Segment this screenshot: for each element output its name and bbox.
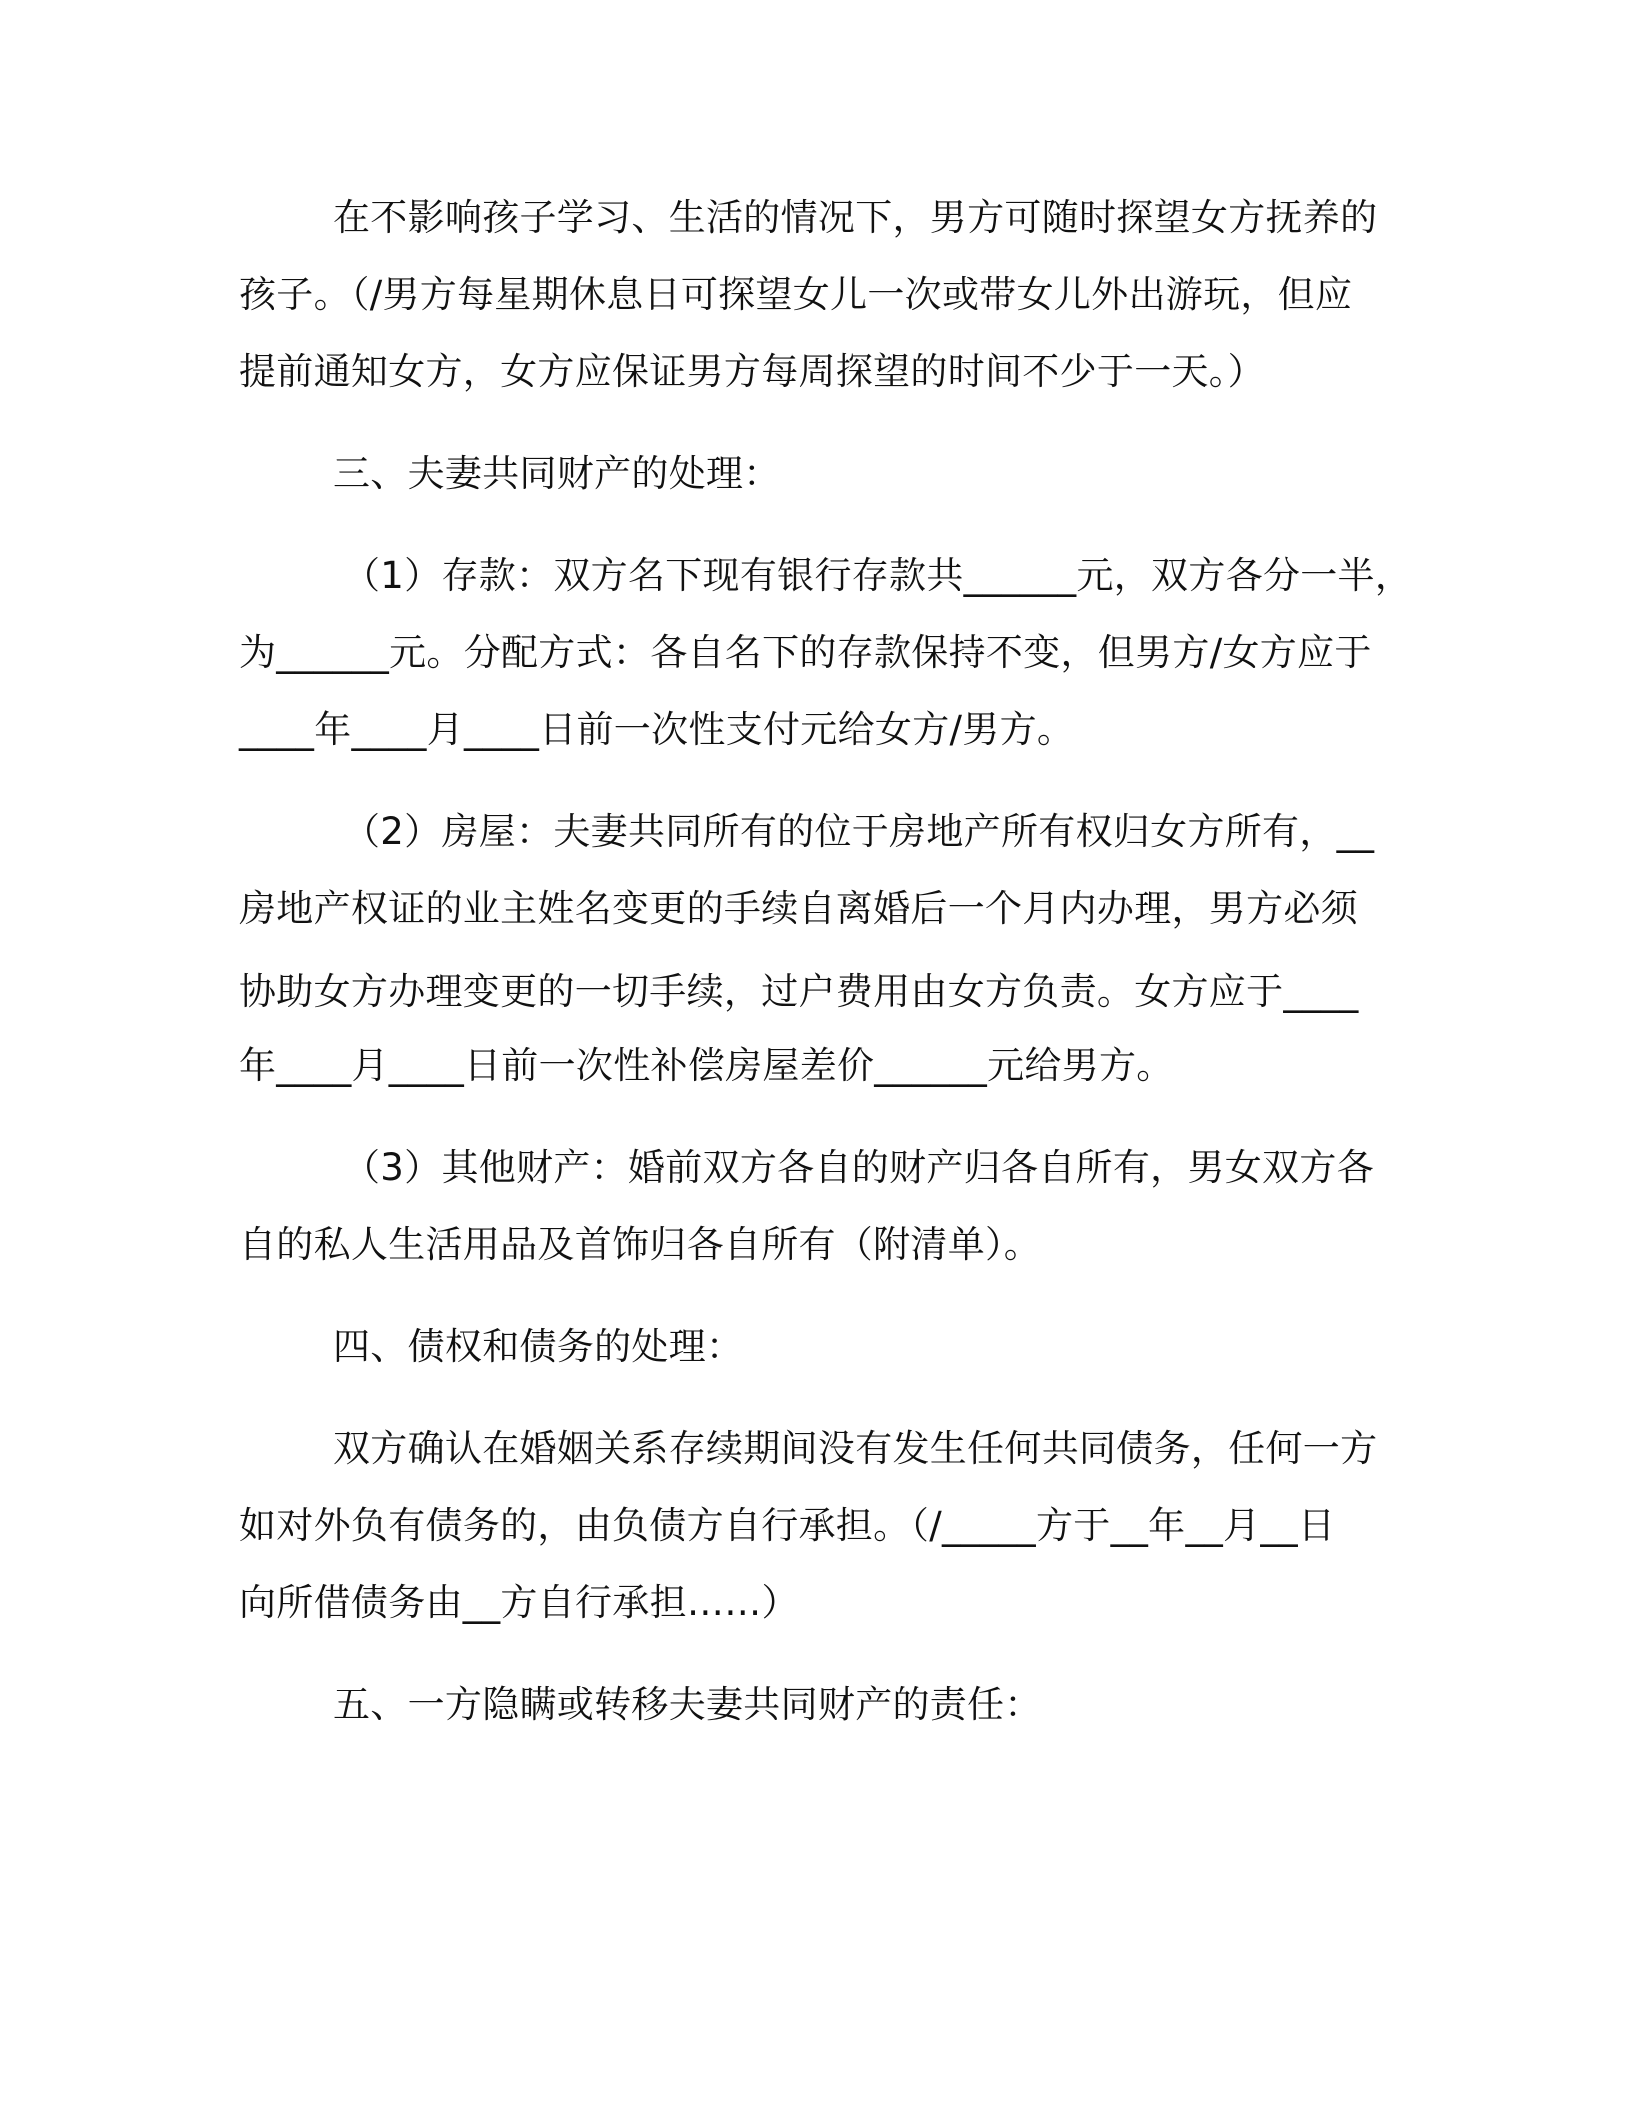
paragraph-debts-line-1: 双方确认在婚姻关系存续期间没有发生任何共同债务，任何一方 [333,1427,1378,1470]
paragraph-visitation-line-3: 提前通知女方，女方应保证男方每周探望的时间不少于一天。） [239,350,1265,393]
item-house-line-1: （2）房屋：夫妻共同所有的位于房地产所有权归女方所有，__ [343,810,1375,853]
item-deposits-line-3: ____年____月____日前一次性支付元给女方/男方。 [239,708,1075,751]
item-house-line-2: 房地产权证的业主姓名变更的手续自离婚后一个月内办理，男方必须 [239,887,1358,930]
paragraph-visitation-line-2: 孩子。（/男方每星期休息日可探望女儿一次或带女儿外出游玩，但应 [239,273,1353,316]
item-house-line-3: 协助女方办理变更的一切手续，过户费用由女方负责。女方应于____ [239,970,1359,1013]
section-heading-debts: 四、债权和债务的处理： [333,1325,744,1368]
item-house-line-4: 年____月____日前一次性补偿房屋差价______元给男方。 [239,1044,1174,1087]
item-deposits-line-1: （1）存款：双方名下现有银行存款共______元，双方各分一半， [343,554,1413,597]
item-other-property-line-2: 自的私人生活用品及首饰归各自所有（附清单）。 [239,1223,1042,1266]
paragraph-debts-line-3: 向所借债务由__方自行承担……） [239,1581,799,1624]
section-heading-property: 三、夫妻共同财产的处理： [333,452,781,495]
section-heading-concealment: 五、一方隐瞒或转移夫妻共同财产的责任： [333,1683,1042,1726]
item-other-property-line-1: （3）其他财产：婚前双方各自的财产归各自所有，男女双方各 [343,1146,1374,1189]
item-deposits-line-2: 为______元。分配方式：各自名下的存款保持不变，但男方/女方应于 [239,631,1372,674]
paragraph-debts-line-2: 如对外负有债务的，由负债方自行承担。（/_____方于__年__月__日 [239,1504,1336,1547]
paragraph-visitation-line-1: 在不影响孩子学习、生活的情况下，男方可随时探望女方抚养的 [333,196,1378,239]
